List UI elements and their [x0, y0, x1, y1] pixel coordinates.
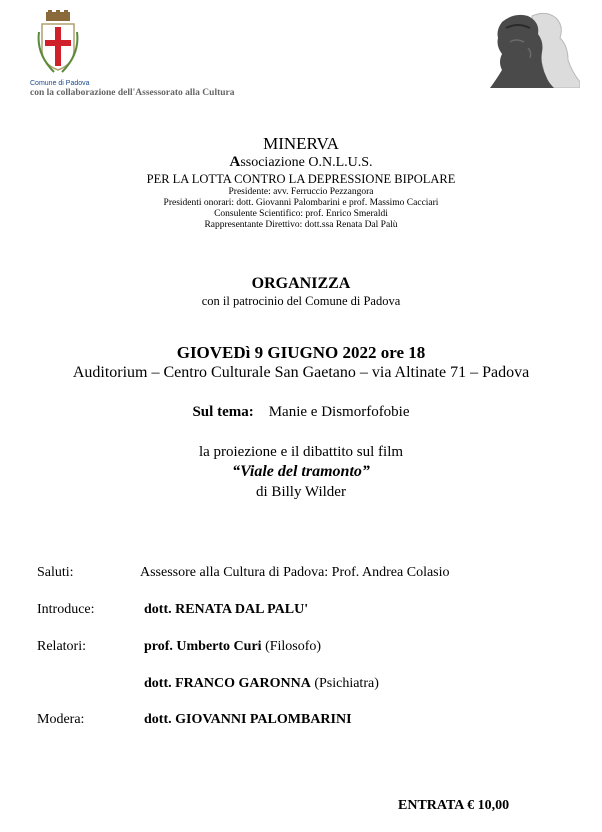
film-title: “Viale del tramonto”: [232, 463, 370, 480]
film-director: di Billy Wilder: [256, 484, 346, 500]
relatore-2-name: dott. FRANCO GARONNA: [144, 676, 311, 691]
collaboration-line: con la collaborazione dell'Assessorato alla Cultura: [30, 88, 235, 98]
theme-value: Manie e Dismorfofobie: [268, 404, 410, 420]
association-type: [0, 154, 602, 171]
theme-line: [0, 404, 602, 421]
board-representative-line: Rappresentante Direttivo: dott.ssa Renata Dal Palù: [204, 220, 398, 230]
organizza-heading: ORGANIZZA: [251, 275, 351, 292]
relatore-2: [144, 676, 379, 692]
introduce-value: [144, 602, 308, 618]
relatore-1-role: (Filosofo): [261, 639, 322, 654]
event-venue: Auditorium – Centro Culturale San Gaetano – via Altinate 71 – Padova: [72, 364, 530, 381]
scientific-consultant-line: Consulente Scientifico: prof. Enrico Smeraldi: [214, 209, 388, 219]
minerva-statue-icon: [488, 8, 580, 88]
relatori-label: Relatori:: [37, 639, 86, 654]
association-name: MINERVA: [263, 134, 339, 153]
saluti-label: Saluti:: [37, 565, 74, 580]
president-line: Presidente: avv. Ferruccio Pezzangora: [228, 187, 374, 197]
entrance-fee: ENTRATA € 10,00: [398, 798, 510, 813]
patronage-line: con il patrocinio del Comune di Padova: [201, 294, 401, 308]
event-date: GIOVEDì 9 GIUGNO 2022 ore 18: [176, 343, 426, 362]
comune-crest-icon: [36, 10, 80, 76]
association-type-rest: ssociazione O.N.L.U.S.: [240, 155, 373, 170]
relatore-1-name: prof. Umberto Curi: [144, 639, 262, 654]
honorary-presidents-line: Presidenti onorari: dott. Giovanni Palombarini e prof. Massimo Cacciari: [163, 198, 439, 208]
saluti-value: Assessore alla Cultura di Padova: Prof. Andrea Colasio: [140, 565, 450, 580]
screening-intro: la proiezione e il dibattito sul film: [198, 444, 404, 460]
introduce-label: Introduce:: [37, 602, 95, 617]
comune-label: Comune di Padova: [30, 80, 90, 87]
modera-label: Modera:: [37, 712, 85, 727]
introduce-name: dott. RENATA DAL PALU': [144, 602, 309, 617]
association-purpose: PER LA LOTTA CONTRO LA DEPRESSIONE BIPOLARE: [146, 172, 456, 186]
relatore-1: [144, 639, 321, 655]
theme-label: Sul tema:: [192, 404, 254, 420]
modera-value: [144, 712, 352, 728]
relatore-2-role: (Psichiatra): [310, 676, 379, 691]
association-type-initial: A: [229, 154, 241, 170]
modera-name: dott. GIOVANNI PALOMBARINI: [144, 712, 352, 727]
